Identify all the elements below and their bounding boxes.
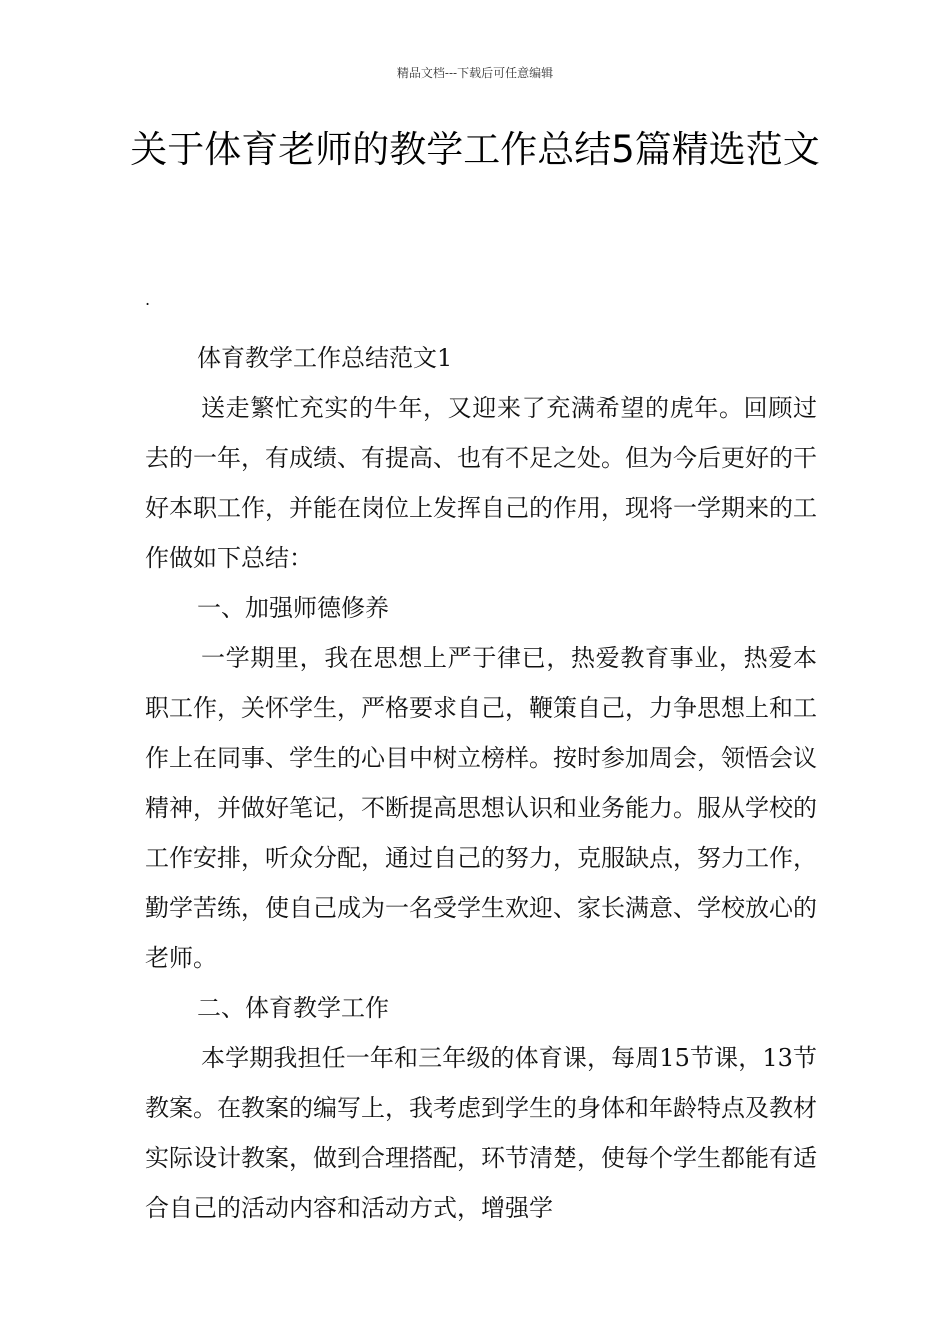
intro-paragraph: 送走繁忙充实的牛年，又迎来了充满希望的虎年。回顾过去的一年，有成绩、有提高、也有不足之处。但为今后更好的干好本职工作，并能在岗位上发挥自己的作用，现将一学期来的工作做如下总结：: [145, 394, 817, 572]
heading-pe-teaching: 二、体育教学工作: [197, 994, 389, 1022]
document-body: [145, 333, 817, 1233]
document-title: 关于体育老师的教学工作总结5篇精选范文: [130, 128, 820, 171]
page-header: 精品文档---下载后可任意编辑: [396, 66, 554, 80]
section-title: 体育教学工作总结范文1: [197, 344, 453, 372]
heading-teacher-ethics: 一、加强师德修养: [197, 594, 389, 622]
stray-dot: .: [145, 290, 151, 309]
paragraph-pe-teaching: 本学期我担任一年和三年级的体育课，每周15节课，13节教案。在教案的编写上，我考虑到学生的身体和年龄特点及教材实际设计教案，做到合理搭配，环节清楚，使每个学生都能有适合自己的活动内容和活动方式，增强学: [145, 1044, 817, 1222]
paragraph-teacher-ethics: 一学期里，我在思想上严于律已，热爱教育事业，热爱本职工作，关怀学生，严格要求自己，鞭策自己，力争思想上和工作上在同事、学生的心目中树立榜样。按时参加周会，领悟会议精神，并做好笔记，不断提高思想认识和业务能力。服从学校的工作安排，听众分配，通过自己的努力，克服缺点，努力工作，勤学苦练，使自己成为一名受学生欢迎、家长满意、学校放心的老师。: [145, 644, 817, 972]
